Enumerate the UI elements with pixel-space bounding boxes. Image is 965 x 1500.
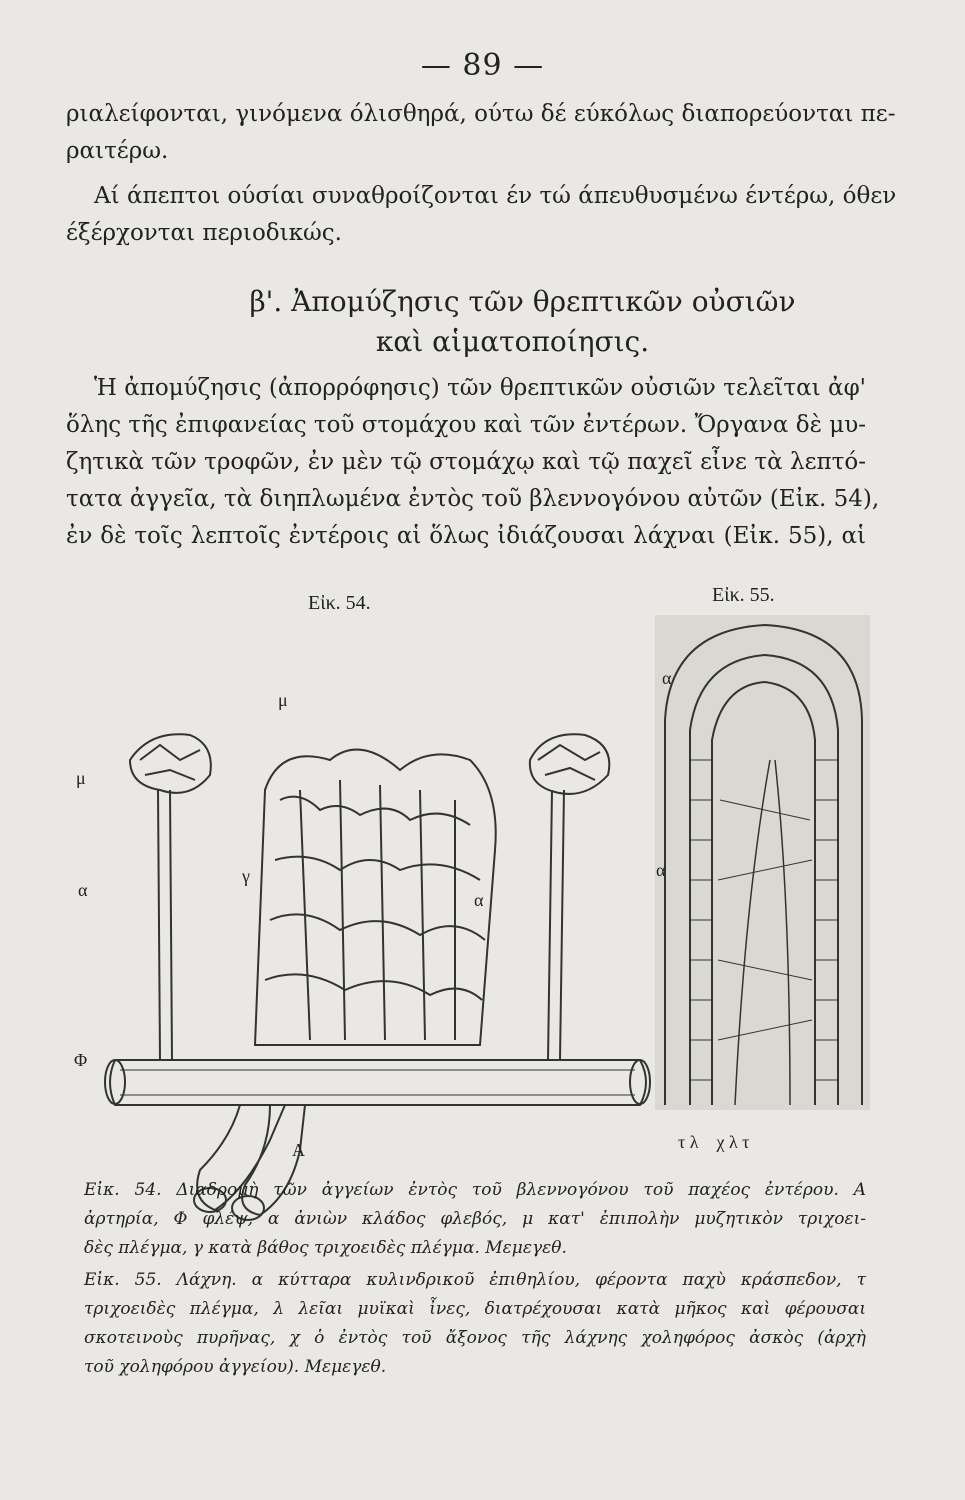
caption-line: τοῦ χοληφόρου ἀγγείου). Μεμεγεθ. — [84, 1357, 387, 1377]
caption-line: Εἰκ. 54. Διαδρομὴ τῶν ἀγγείων ἐντὸς τοῦ βλεννογόνου τοῦ παχέος ἐντέρου. Α — [84, 1180, 866, 1200]
page-number: — 89 — — [420, 48, 545, 83]
heading-line: β'. Ἀπομύζησις τῶν θρεπτικῶν οὐσιῶν — [249, 285, 796, 318]
caption-line: Εἰκ. 55. Λάχνη. α κύτταρα κυλινδρικοῦ ἐπιθηλίου, φέροντα παχὺ κράσπεδον, τ — [84, 1270, 866, 1290]
fig54-label-alpha-left: α — [78, 880, 88, 900]
text-line: Ἡ ἀπομύζησις (ἀπορρόφησις) τῶν θρεπτικῶν οὐσιῶν τελεῖται ἀφ' — [94, 375, 866, 401]
text-line: έξέρχονται περιοδικώς. — [66, 220, 342, 246]
caption-line: τριχοειδὲς πλέγμα, λ λεῖαι μυϊκαὶ ἶνες, διατρέχουσαι κατὰ μῆκος καὶ φέρουσαι — [84, 1299, 866, 1319]
caption-line: δὲς πλέγμα, γ κατὰ βάθος τριχοειδὲς πλέγμα. Μεμεγεθ. — [84, 1238, 567, 1258]
figure-54-title: Εἰκ. 54. — [308, 592, 371, 614]
caption-figure-55 — [84, 1266, 866, 1382]
fig55-bottom-labels: τ λ χ λ τ — [678, 1132, 750, 1152]
fig55-label-a-top: α — [662, 668, 672, 688]
fig54-label-mu-left: μ — [76, 768, 86, 788]
fig54-label-A: Α — [292, 1140, 305, 1160]
caption-figure-54 — [84, 1176, 866, 1263]
text-line: ζητικὰ τῶν τροφῶν, ἐν μὲν τῷ στομάχῳ καὶ τῷ παχεῖ εἶνε τὰ λεπτό- — [66, 449, 866, 475]
fig54-label-phi: Φ — [74, 1050, 88, 1070]
text-line: ἐν δὲ τοῖς λεπτοῖς ἐντέροις αἱ ὅλως ἰδιάζουσαι λάχναι (Εἰκ. 55), αἱ — [66, 523, 866, 549]
fig54-label-alpha-mid: α — [474, 890, 484, 910]
fig54-label-gamma: γ — [242, 866, 250, 886]
figure-55-title: Εἰκ. 55. — [712, 584, 775, 606]
text-line: ὅλης τῆς ἐπιφανείας τοῦ στομάχου καὶ τῶν ἐντέρων. Ὄργανα δὲ μυ- — [66, 412, 866, 438]
text-line: τατα ἀγγεῖα, τὰ διηπλωμένα ἐντὸς τοῦ βλεννογόνου αὐτῶν (Εἰκ. 54), — [66, 486, 880, 512]
caption-line: σκοτεινοὺς πυρῆνας, χ ὁ ἐντὸς τοῦ ἄξονος τῆς λάχνης χοληφόρος ἀσκὸς (ἀρχὴ — [84, 1328, 866, 1348]
fig54-label-mu-top: μ — [278, 690, 288, 710]
heading-line: καὶ αἱματοποίησις. — [375, 325, 650, 358]
fig55-label-a-mid: α — [656, 860, 666, 880]
text-line: ραιτέρω. — [66, 138, 169, 164]
text-line: Αί άπεπτοι ούσίαι συναθροίζονται έν τώ άπευθυσμένω έντέρω, όθεν — [94, 183, 897, 209]
text-line: ριαλείφονται, γινόμενα όλισθηρά, ούτω δέ εύκόλως διαπορεύονται πε- — [66, 101, 896, 127]
caption-line: ἀρτηρία, Φ φλέψ, α ἀνιὼν κλάδος φλεβός, μ κατ' ἐπιπολὴν μυζητικὸν τριχοει- — [84, 1209, 866, 1229]
